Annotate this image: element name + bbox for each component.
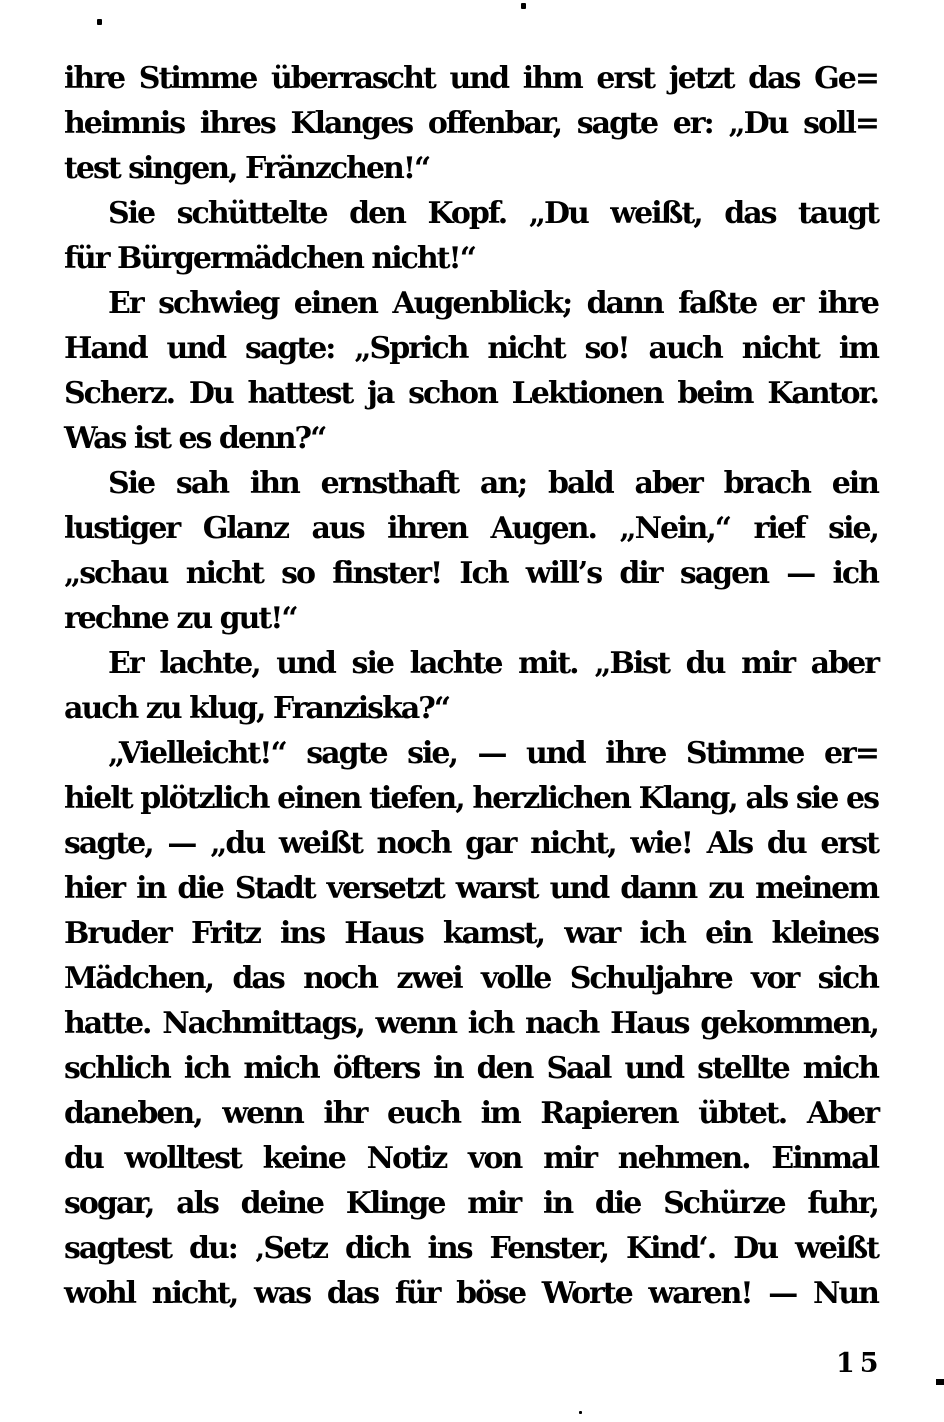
text-line: für Bürgermädchen nicht!“ — [64, 241, 475, 276]
text-line: „Vielleicht!“ sagte sie, — und ihre Stimme er= — [108, 736, 878, 771]
text-line: „schau nicht so finster! Ich will’s dir sagen — ich — [64, 556, 878, 591]
text-line: du wolltest keine Notiz von mir nehmen. Einmal — [64, 1141, 878, 1176]
text-line: hier in die Stadt versetzt warst und dann zu meinem — [64, 871, 878, 906]
scan-speck — [936, 1379, 944, 1385]
text-line: Sie schüttelte den Kopf. „Du weißt, das taugt — [108, 196, 878, 231]
text-line: auch zu klug, Franziska?“ — [64, 691, 450, 726]
text-line: Er schwieg einen Augenblick; dann faßte er ihre — [108, 286, 878, 321]
scan-speck — [521, 3, 526, 9]
text-line: sogar, als deine Klinge mir in die Schürze fuhr, — [64, 1186, 878, 1221]
text-line: Sie sah ihn ernsthaft an; bald aber brach ein — [108, 466, 878, 501]
text-line: Bruder Fritz ins Haus kamst, war ich ein kleines — [64, 916, 878, 951]
page-number: 15 — [836, 1348, 884, 1379]
text-line: lustiger Glanz aus ihren Augen. „Nein,“ rief sie, — [64, 511, 878, 546]
body-text — [64, 56, 878, 1316]
text-line: Scherz. Du hattest ja schon Lektionen beim Kantor. — [64, 376, 878, 411]
text-line: Er lachte, und sie lachte mit. „Bist du mir aber — [108, 646, 878, 681]
text-line: sagtest du: ‚Setz dich ins Fenster, Kind‘. Du weißt — [64, 1231, 878, 1266]
text-line: daneben, wenn ihr euch im Rapieren übtet. Aber — [64, 1096, 878, 1131]
text-line: hielt plötzlich einen tiefen, herzlichen Klang, als sie es — [64, 781, 878, 816]
text-line: heimnis ihres Klanges offenbar, sagte er: „Du soll= — [64, 106, 878, 141]
text-line: hatte. Nachmittags, wenn ich nach Haus gekommen, — [64, 1006, 878, 1041]
text-line: rechne zu gut!“ — [64, 601, 297, 636]
scan-speck — [97, 19, 102, 25]
text-line: ihre Stimme überrascht und ihm erst jetzt das Ge= — [64, 61, 878, 96]
text-line: Was ist es denn?“ — [64, 421, 326, 456]
text-line: test singen, Fränzchen!“ — [64, 151, 430, 186]
text-line: Mädchen, das noch zwei volle Schuljahre vor sich — [64, 961, 878, 996]
scan-speck — [579, 1411, 582, 1414]
text-line: sagte, — „du weißt noch gar nicht, wie! Als du erst — [64, 826, 878, 861]
text-line: wohl nicht, was das für böse Worte waren! — Nun — [64, 1276, 878, 1311]
text-line: schlich ich mich öfters in den Saal und stellte mich — [64, 1051, 878, 1086]
text-line: Hand und sagte: „Sprich nicht so! auch nicht im — [64, 331, 878, 366]
